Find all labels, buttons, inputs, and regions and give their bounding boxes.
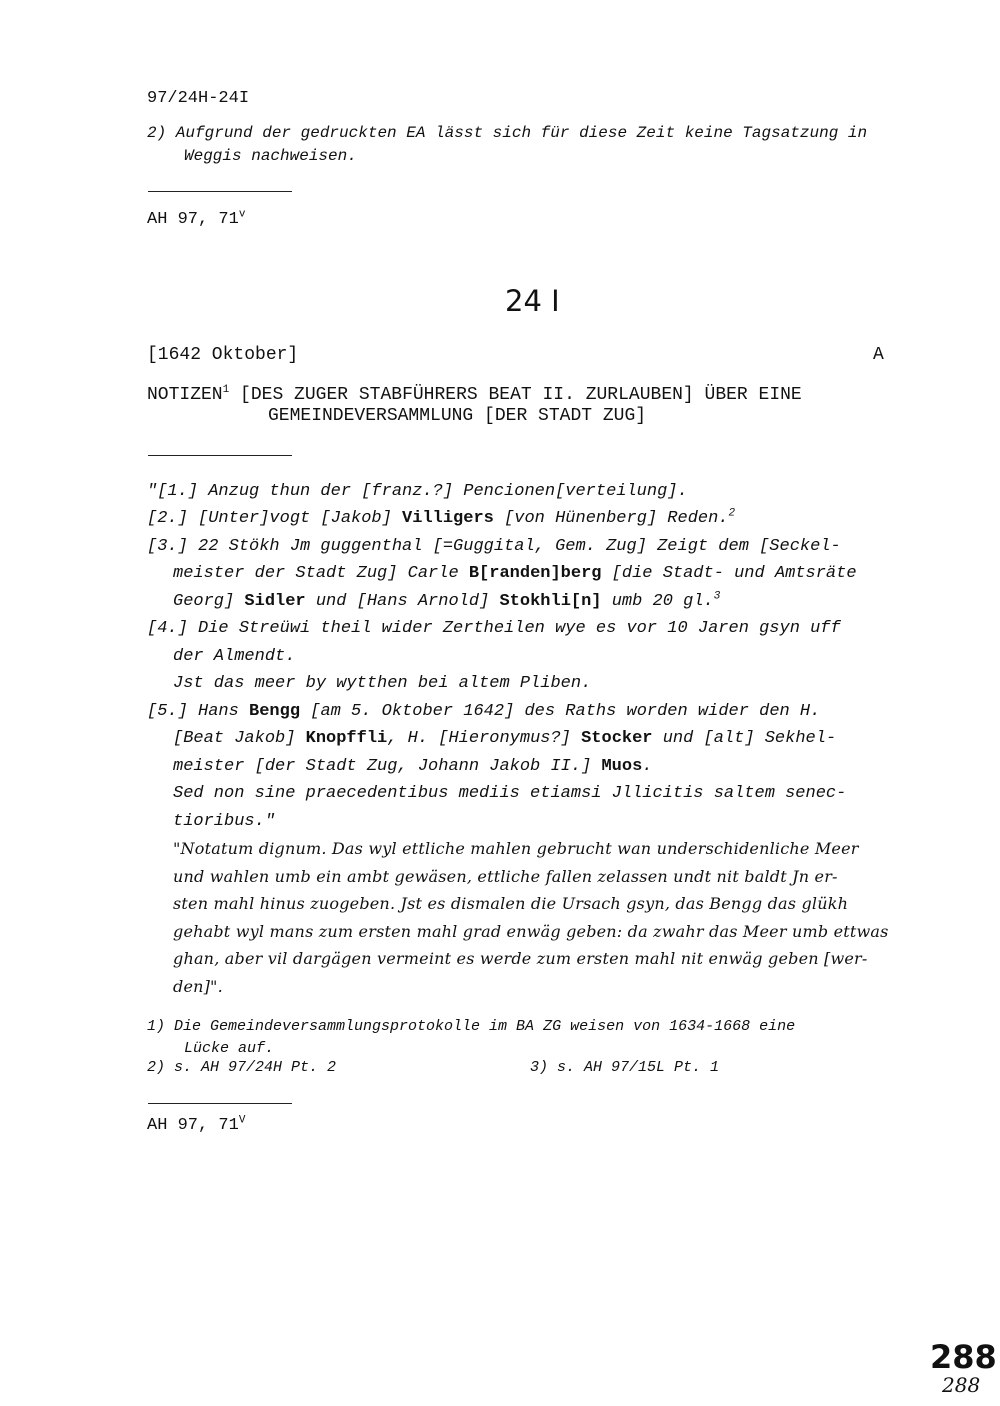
handwritten-line: "Notatum dignum. Das wyl ettliche mahlen gebrucht wan underschidenliche Meer <box>173 839 859 858</box>
footnote-2-prev-line2: Weggis nachweisen. <box>184 147 357 165</box>
body-line: [2.] [Unter]vogt [Jakob] Villigers [von Hünenberg] Reden.$^2$ <box>147 507 736 528</box>
footnote-1-line2: Lücke auf. <box>184 1040 275 1057</box>
body-line: der Almendt. <box>173 647 296 666</box>
body-line: Jst das meer by wytthen bei altem Pliben. <box>173 674 592 693</box>
body-line: meister der Stadt Zug] Carle B[randen]berg [die Stadt- und Amtsräte <box>173 564 857 583</box>
handwritten-line: gehabt wyl mans zum ersten mahl grad enwäg geben: da zwahr das Meer umb ettwas <box>173 922 889 941</box>
body-line: [3.] 22 Stökh Jm guggenthal [=Guggital, Gem. Zug] Zeigt dem [Seckel- <box>147 537 841 556</box>
handwritten-line: und wahlen umb ein ambt gewäsen, ettliche fallen zelassen undt nit baldt Jn er- <box>173 867 838 886</box>
page-number-handwritten: 288 <box>942 1373 981 1397</box>
body-line: "[1.] Anzug thun der [franz.?] Pencionen[verteilung]. <box>147 482 688 501</box>
body-line: Sed non sine praecedentibus mediis etiamsi Jllicitis saltem senec- <box>173 784 847 803</box>
entry-date: [1642 Oktober] <box>147 345 299 365</box>
divider <box>148 455 292 456</box>
handwritten-line: den]". <box>173 977 223 996</box>
body-line: tioribus." <box>173 812 276 831</box>
handwritten-line: sten mahl hinus zuogeben. Jst es dismalen die Ursach gsyn, das Bengg das glükh <box>173 894 849 913</box>
source-reference-bottom: AH 97, $71^V$ <box>147 1114 246 1135</box>
entry-number: 24 I <box>505 284 560 318</box>
document-reference: 97/24H-24I <box>147 89 250 108</box>
divider <box>148 191 292 192</box>
entry-title-line1: NOTIZEN$^1$ [DES ZUGER STABFÜHRERS BEAT II. ZURLAUBEN] ÜBER EINE <box>147 384 802 405</box>
body-line: Georg] Sidler und [Hans Arnold] Stokhli[n] umb 20 gl.$^3$ <box>173 590 721 611</box>
footnote-2: 2) s. AH 97/24H Pt. 2 <box>147 1059 337 1076</box>
body-line: meister [der Stadt Zug, Johann Jakob II.] Muos. <box>173 757 653 776</box>
source-reference-top: AH 97, 71$^v$ <box>147 208 246 229</box>
body-line: [4.] Die Streüwi theil wider Zertheilen wye es vor 10 Jaren gsyn uff <box>147 619 841 638</box>
footnote-1-line1: 1) Die Gemeindeversammlungsprotokolle im BA ZG weisen von 1634-1668 eine <box>147 1018 796 1035</box>
divider <box>148 1103 292 1104</box>
body-line: [5.] Hans Bengg [am 5. Oktober 1642] des Raths worden wider den H. <box>147 702 821 721</box>
entry-type-letter: A <box>873 345 884 365</box>
footnote-3: 3) s. AH 97/15L Pt. 1 <box>530 1059 720 1076</box>
handwritten-line: ghan, aber vil dargägen vermeint es werde zum ersten mahl nit enwäg geben [wer- <box>173 949 868 968</box>
entry-title-line2: GEMEINDEVERSAMMLUNG [DER STADT ZUG] <box>268 406 647 426</box>
body-line: [Beat Jakob] Knopffli, H. [Hieronymus?] Stocker und [alt] Sekhel- <box>173 729 837 748</box>
footnote-2-prev-line1: 2) Aufgrund der gedruckten EA lässt sich für diese Zeit keine Tagsatzung in <box>147 124 868 142</box>
page-number-stamp: 288 <box>930 1338 997 1376</box>
